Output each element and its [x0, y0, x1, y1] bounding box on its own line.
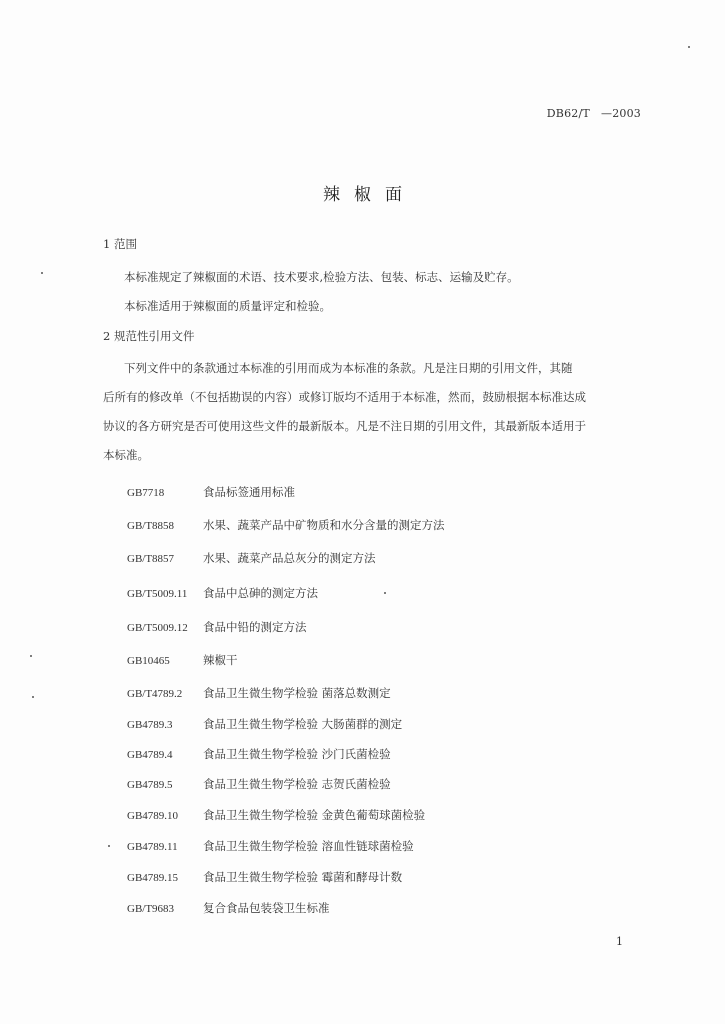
reference-row	[127, 746, 391, 762]
scan-speck	[384, 592, 386, 594]
reference-code: GB4789.3	[127, 719, 173, 731]
standard-code: DB62/T —2003	[546, 107, 641, 120]
reference-row	[127, 517, 445, 533]
reference-row	[127, 585, 318, 601]
reference-title: 食品卫生微生物学检验 菌落总数测定	[203, 686, 391, 700]
reference-title: 辣椒干	[203, 653, 238, 667]
scan-speck	[108, 845, 110, 847]
reference-title: 复合食品包装袋卫生标准	[203, 901, 330, 915]
section-2-paragraph-line: 后所有的修改单（不包括勘误的内容）或修订版均不适用于本标准，然而，鼓励根据本标准达成	[103, 390, 586, 404]
reference-title: 食品卫生微生物学检验 金黄色葡萄球菌检验	[203, 808, 426, 822]
scan-speck	[688, 46, 690, 48]
reference-row	[127, 685, 391, 701]
reference-row	[127, 807, 425, 823]
reference-row	[127, 619, 307, 635]
reference-title: 水果、蔬菜产品中矿物质和水分含量的测定方法	[203, 518, 445, 532]
reference-code: GB7718	[127, 487, 165, 499]
reference-row	[127, 838, 414, 854]
reference-code: GB4789.4	[127, 749, 173, 761]
section-2-paragraph-line: 本标准。	[103, 448, 149, 462]
reference-code: GB4789.10	[127, 810, 179, 822]
reference-title: 食品标签通用标准	[203, 485, 295, 499]
reference-row	[127, 776, 391, 792]
reference-code: GB/T4789.2	[127, 688, 183, 700]
reference-row	[127, 550, 376, 566]
reference-row	[127, 716, 402, 732]
reference-code: GB/T5009.12	[127, 622, 188, 634]
reference-title: 食品中总砷的测定方法	[203, 586, 318, 600]
reference-code: GB4789.11	[127, 841, 178, 853]
reference-code: GB4789.5	[127, 779, 173, 791]
scan-speck	[30, 655, 32, 657]
page-number: 1	[616, 935, 623, 948]
reference-code: GB/T9683	[127, 903, 175, 915]
section-1-line: 本标准适用于辣椒面的质量评定和检验。	[124, 299, 331, 313]
reference-code: GB/T8858	[127, 520, 175, 532]
reference-title: 食品卫生微生物学检验 霉菌和酵母计数	[203, 870, 403, 884]
reference-code: GB4789.15	[127, 872, 179, 884]
reference-code: GB/T5009.11	[127, 588, 188, 600]
reference-title: 食品卫生微生物学检验 志贺氏菌检验	[203, 777, 391, 791]
reference-title: 食品中铅的测定方法	[203, 620, 307, 634]
section-1-heading: 1 范围	[103, 237, 137, 251]
section-2-paragraph-line: 下列文件中的条款通过本标准的引用而成为本标准的条款。凡是注日期的引用文件，其随	[124, 361, 573, 375]
reference-row	[127, 652, 238, 668]
reference-title: 食品卫生微生物学检验 溶血性链球菌检验	[203, 839, 414, 853]
reference-code: GB10465	[127, 655, 170, 667]
reference-row	[127, 900, 330, 916]
reference-code: GB/T8857	[127, 553, 175, 565]
scan-speck	[41, 272, 43, 274]
document-title: 辣椒面	[323, 185, 416, 205]
reference-title: 食品卫生微生物学检验 沙门氏菌检验	[203, 747, 391, 761]
reference-row	[127, 869, 402, 885]
reference-title: 食品卫生微生物学检验 大肠菌群的测定	[203, 717, 403, 731]
section-2-heading: 2 规范性引用文件	[103, 329, 195, 343]
section-2-paragraph-line: 协议的各方研究是否可使用这些文件的最新版本。凡是不注日期的引用文件，其最新版本适用于	[103, 419, 586, 433]
reference-row	[127, 484, 295, 500]
reference-title: 水果、蔬菜产品总灰分的测定方法	[203, 551, 376, 565]
scan-speck	[32, 696, 34, 698]
section-1-line: 本标准规定了辣椒面的术语、技术要求,检验方法、包装、标志、运输及贮存。	[124, 270, 519, 284]
